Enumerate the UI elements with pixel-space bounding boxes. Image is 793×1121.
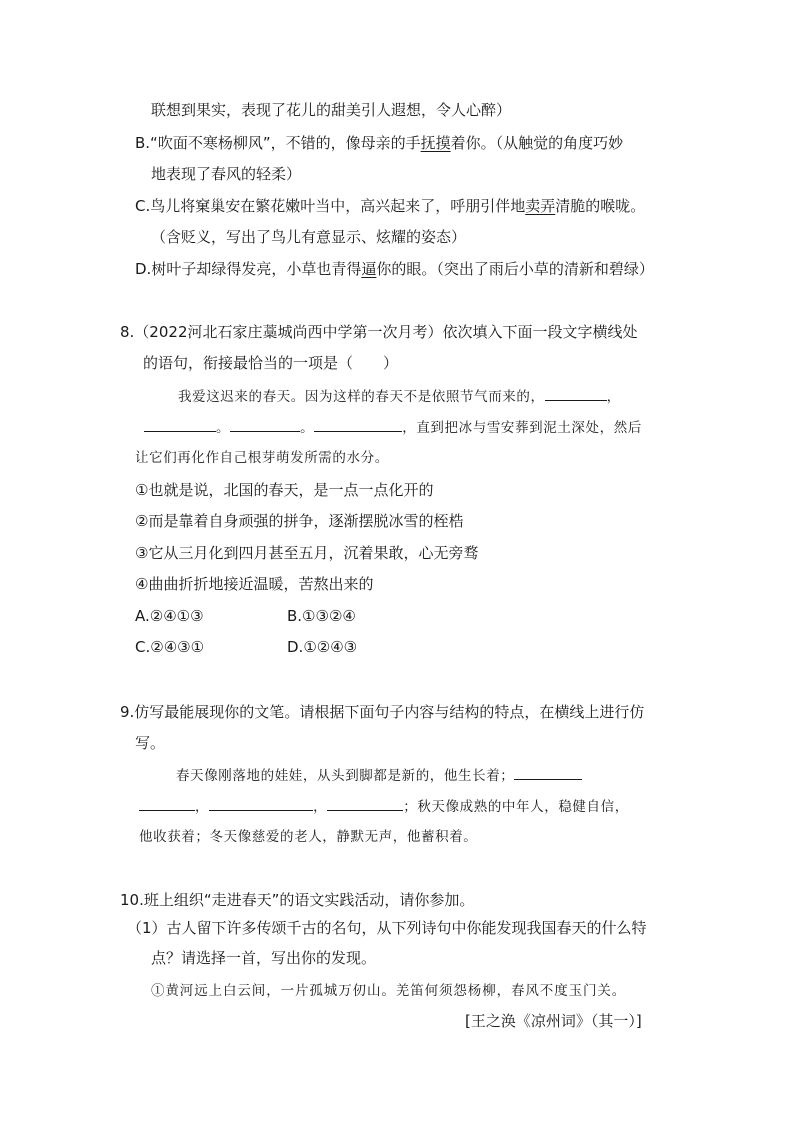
q9-passage-comma-2: ，: [313, 799, 328, 815]
q8-passage-line3: 让它们再化作自己根芽萌发所需的水分。: [135, 450, 389, 466]
q7-option-b-underlined: 抚摸: [420, 134, 451, 152]
q7-option-b-continuation: 地表现了春风的轻柔）: [151, 165, 302, 183]
q10-poem-1-source: [王之涣《凉州词》（其一）]: [465, 1012, 642, 1030]
q7-option-d: [135, 259, 654, 279]
q7-option-b-text: B.“吹面不寒杨柳风”，不错的，像母亲的手: [135, 134, 421, 152]
q9-stem-line1: 9.仿写最能展现你的文笔。请根据下面句子内容与结构的特点，在横线上进行仿: [120, 703, 645, 721]
q10-poem-1: ①黄河远上白云间，一片孤城万仞山。羌笛何须怨杨柳，春风不度玉门关。: [151, 983, 627, 999]
q8-blank-2[interactable]: [144, 417, 216, 432]
q8-passage-text: 我爱这迟来的春天。因为这样的春天不是依照节气而来的，: [178, 389, 545, 405]
q8-stem-line2: 的语句，衔接最恰当的一项是（ ）: [143, 354, 399, 372]
q9-stem-line2: 写。: [135, 734, 166, 752]
q9-passage-line3: 他收获着；冬天像慈爱的老人，静默无声，他蓄积着。: [139, 829, 478, 845]
q7-option-c-continuation: （含贬义，写出了鸟儿有意显示、炫耀的姿态）: [151, 228, 467, 246]
q7-option-c-text: C.鸟儿将窠巢安在繁花嫩叶当中，高兴起来了，呼朋引伴地: [135, 197, 526, 215]
q9-passage-text: 春天像刚落地的娃娃，从头到脚都是新的，他生长着；: [176, 768, 515, 784]
q7-option-a-continuation: 联想到果实，表现了花儿的甜美引人遐想，令人心醉）: [151, 101, 512, 119]
q8-choice-c[interactable]: C.②④③①: [135, 638, 205, 656]
q9-blank-1[interactable]: [514, 765, 582, 780]
q7-option-d-note: 你的眼。（突出了雨后小草的清新和碧绿）: [376, 260, 654, 278]
q7-option-b-note: 着你。（从触觉的角度巧妙: [450, 134, 624, 152]
q8-blank-4[interactable]: [314, 417, 402, 432]
q8-sentence-2: ②而是靠着自身顽强的拼争，逐渐摆脱冰雪的桎梏: [135, 512, 464, 530]
q7-option-c-end: 清脆的喉咙。: [555, 197, 646, 215]
q10-sub1-line2: 点？请选择一首，写出你的发现。: [151, 949, 377, 967]
q8-stem-line1: 8.（2022河北石家庄藁城尚西中学第一次月考）依次填入下面一段文字横线处: [120, 323, 638, 341]
q8-blank-1[interactable]: [545, 386, 607, 401]
q8-passage-tail: ，直到把冰与雪安葬到泥土深处，然后: [402, 420, 642, 436]
q10-stem: 10.班上组织“走进春天”的语文实践活动，请你参加。: [120, 891, 475, 909]
q9-passage-line1: [176, 765, 582, 786]
q7-option-d-underlined: 逼: [361, 260, 377, 278]
q8-passage-period-1: 。: [216, 420, 231, 436]
q9-passage-tail: ；秋天像成熟的中年人，稳健自信，: [403, 799, 629, 815]
q8-choice-d[interactable]: D.①②④③: [287, 638, 358, 656]
q8-choice-b[interactable]: B.①③②④: [287, 607, 356, 625]
q9-blank-4[interactable]: [327, 796, 403, 811]
q7-option-c-underlined: 卖弄: [525, 197, 556, 215]
q8-passage-line1: [178, 386, 621, 407]
q9-passage-comma-1: ，: [195, 799, 210, 815]
q8-blank-3[interactable]: [230, 417, 300, 432]
q9-passage-line2: [139, 796, 629, 817]
q9-blank-3[interactable]: [209, 796, 313, 811]
q8-sentence-1: ①也就是说，北国的春天，是一点一点化开的: [135, 481, 434, 499]
q9-blank-2[interactable]: [139, 796, 195, 811]
q8-sentence-4: ④曲曲折折地接近温暖，苦熬出来的: [135, 575, 374, 593]
q8-choice-a[interactable]: A.②④①③: [135, 607, 204, 625]
q7-option-d-text: D.树叶子却绿得发亮，小草也青得: [135, 260, 362, 278]
q8-passage-period-2: 。: [300, 420, 315, 436]
q7-option-b: [135, 133, 623, 153]
q8-passage-line2: [144, 417, 642, 438]
q7-option-c: [135, 196, 645, 216]
q8-sentence-3: ③它从三月化到四月甚至五月，沉着果敢，心无旁骛: [135, 544, 479, 562]
q8-passage-comma: ，: [606, 389, 621, 405]
q10-sub1-line1: （1）古人留下许多传颂千古的名句，从下列诗句中你能发现我国春天的什么特: [127, 919, 647, 937]
